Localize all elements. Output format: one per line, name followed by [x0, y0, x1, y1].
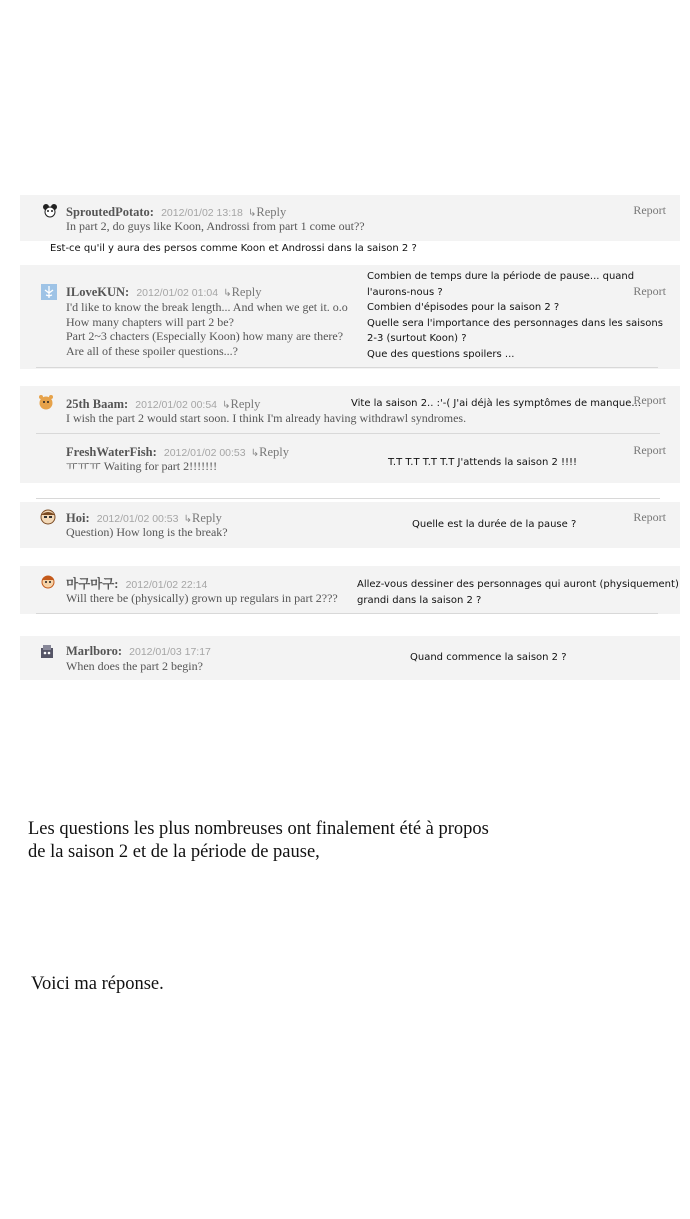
comment-date: 2012/01/02 13:18	[161, 207, 243, 219]
translation-text: Est-ce qu'il y aura des persos comme Koon et Androssi dans la saison 2 ?	[50, 243, 417, 254]
comment-text: I'd like to know the break length... And when we get it. o.o How many chapters will part 2 be? Part 2~3 chacters (Especially Koon) how many are there? Are all of these spoiler questions...?	[66, 300, 348, 358]
translation-text: Allez-vous dessiner des personnages qui auront (physiquement) grandi dans la saison 2 ?	[357, 579, 679, 606]
divider	[36, 613, 658, 614]
reply-arrow-icon: ↳	[183, 514, 192, 525]
comment-text: Question) How long is the break?	[66, 525, 228, 539]
translation-text: Combien de temps dure la période de pause... quand l'aurons-nous ? Combien d'épisodes pour la saison 2 ? Quelle sera l'importance des personnages dans les saisons 2-3 (surtout Koon) ? Que des questions spoilers ...	[367, 271, 663, 360]
reply-link[interactable]: ↳Reply	[247, 205, 287, 219]
comment-text: When does the part 2 begin?	[66, 659, 203, 673]
comment-meta	[66, 577, 207, 592]
comment-author: 25th Baam:	[66, 397, 129, 411]
comment-text: Will there be (physically) grown up regulars in part 2???	[66, 591, 338, 605]
comment-date: 2012/01/02 00:53	[163, 447, 246, 459]
comment-author: FreshWaterFish:	[66, 445, 157, 459]
report-link[interactable]: Report	[633, 510, 666, 524]
report-link[interactable]: Report	[633, 393, 666, 407]
comment-meta	[66, 285, 261, 301]
caption-text: Les questions les plus nombreuses ont finalement été à propos de la saison 2 et de la période de pause,	[28, 819, 489, 862]
translation-text: T.T T.T T.T T.T J'attends la saison 2 !!!!	[388, 457, 578, 468]
reply-link[interactable]: ↳Reply	[223, 285, 262, 299]
reply-arrow-icon: ↳	[247, 208, 257, 219]
translation-text: Vite la saison 2.. :'-( J'ai déjà les symptômes de manque...	[351, 398, 641, 409]
comment-text: I wish the part 2 would start soon. I think I'm already having withdrawl syndromes.	[66, 411, 467, 425]
comment-date: 2012/01/02 00:53	[96, 513, 179, 525]
divider	[36, 433, 660, 434]
reply-link[interactable]: ↳Reply	[250, 445, 289, 459]
translation-text: Quelle est la durée de la pause ?	[412, 519, 577, 530]
report-link[interactable]: Report	[633, 443, 666, 457]
report-link[interactable]: Report	[633, 203, 666, 217]
reply-arrow-icon: ↳	[222, 400, 231, 411]
comment-author: Marlboro:	[66, 644, 123, 658]
avatar	[40, 573, 56, 589]
comment-text: ㅠㅠㅠ Waiting for part 2!!!!!!!	[66, 459, 218, 473]
caption-text: Voici ma réponse.	[31, 974, 164, 994]
avatar	[41, 284, 57, 300]
divider	[36, 498, 660, 499]
comment-author: Hoi:	[66, 511, 90, 525]
comment-author: 마구마구:	[66, 577, 119, 591]
divider	[36, 367, 658, 368]
avatar	[42, 203, 58, 219]
comment-author: SproutedPotato:	[66, 205, 154, 219]
comment-date: 2012/01/02 01:04	[136, 287, 219, 299]
comment-author: ILoveKUN:	[66, 285, 130, 299]
avatar	[40, 509, 56, 525]
report-link[interactable]: Report	[633, 284, 666, 298]
reply-arrow-icon: ↳	[250, 448, 260, 459]
comment-date: 2012/01/02 00:54	[135, 399, 218, 411]
reply-link[interactable]: ↳Reply	[222, 397, 261, 411]
avatar	[38, 394, 54, 410]
comment-meta	[66, 644, 211, 659]
reply-link[interactable]: ↳Reply	[183, 511, 222, 525]
reply-arrow-icon: ↳	[223, 288, 232, 299]
translation-text: Quand commence la saison 2 ?	[410, 652, 567, 663]
comment-text: In part 2, do guys like Koon, Androssi from part 1 come out??	[66, 219, 365, 233]
avatar	[39, 643, 55, 659]
comment-date: 2012/01/02 22:14	[125, 579, 208, 591]
comment-date: 2012/01/03 17:17	[129, 646, 211, 658]
